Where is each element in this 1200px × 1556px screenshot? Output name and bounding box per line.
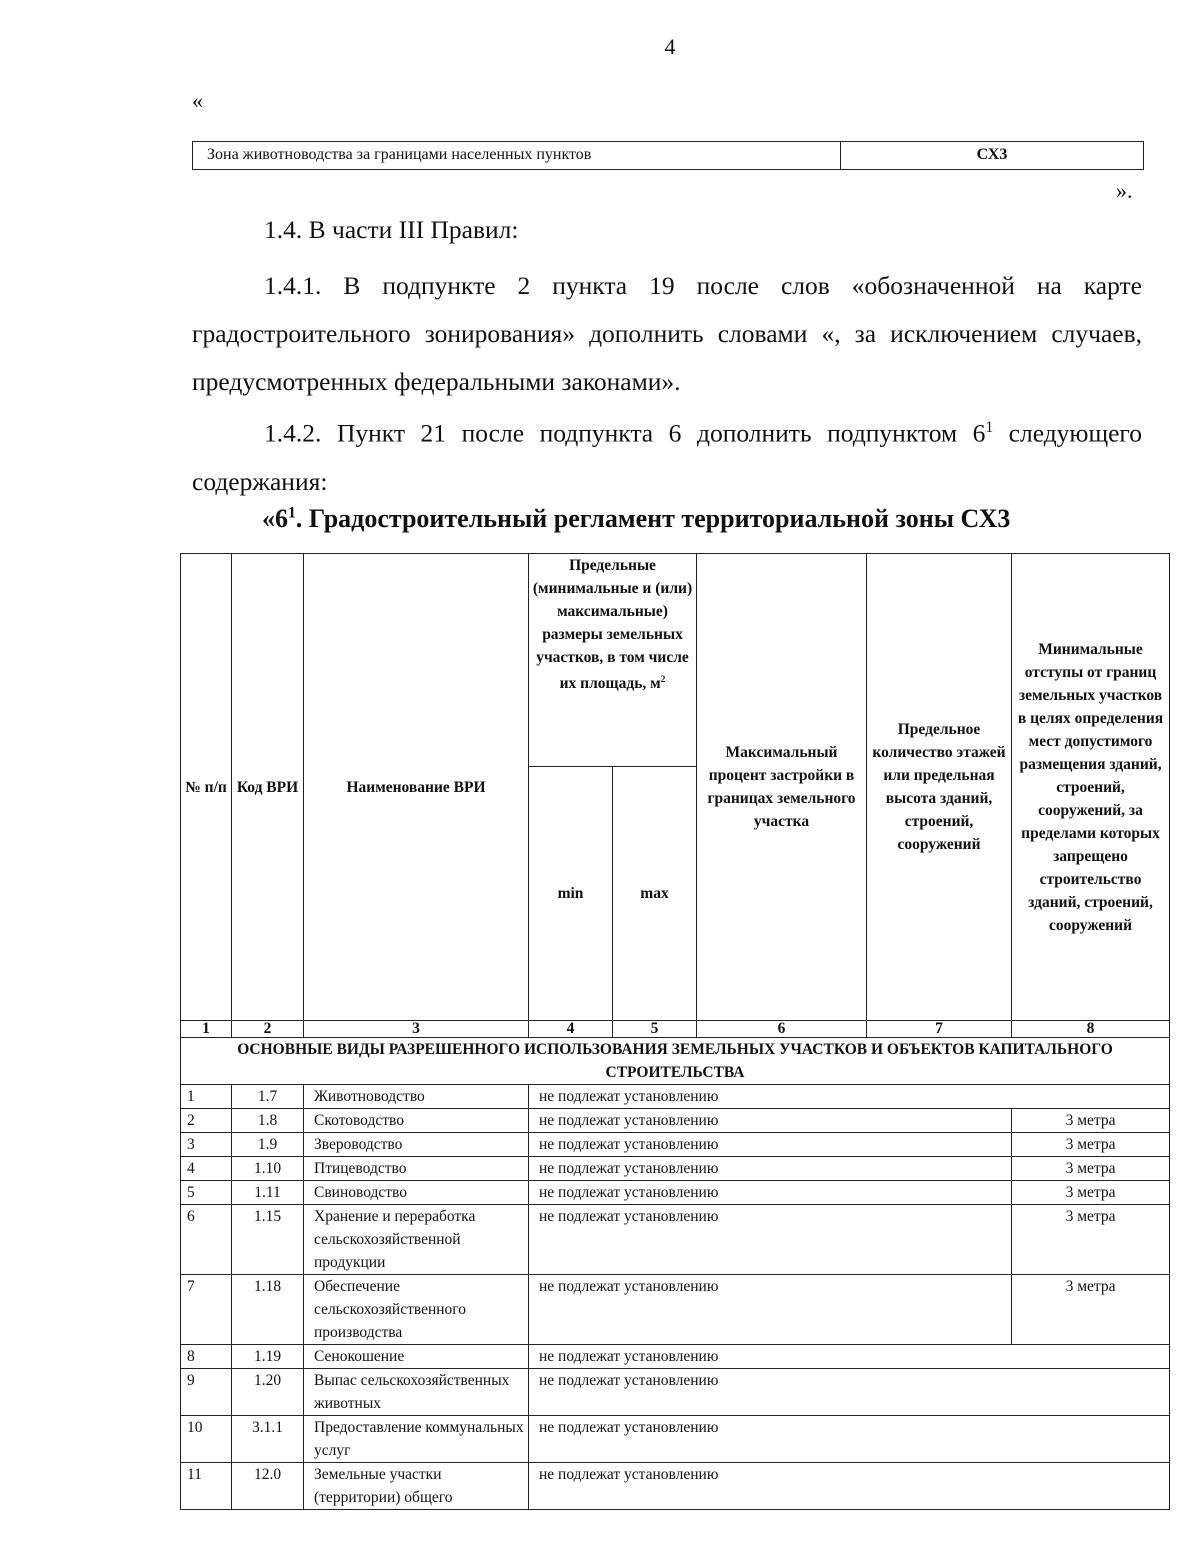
row-code: 1.9 (232, 1133, 304, 1157)
row-name: Птицеводство (304, 1157, 529, 1181)
header-name: Наименование ВРИ (304, 554, 529, 1021)
row-value: не подлежат установлению (529, 1463, 1170, 1510)
col-number: 6 (697, 1021, 867, 1038)
header-min: min (529, 767, 613, 1021)
header-code: Код ВРИ (232, 554, 304, 1021)
row-name: Сенокошение (304, 1345, 529, 1369)
row-number: 1 (181, 1085, 232, 1109)
row-number: 10 (181, 1416, 232, 1463)
zone-name: Зона животноводства за границами населенных пунктов (193, 142, 841, 169)
col-number: 3 (304, 1021, 529, 1038)
row-name: Животноводство (304, 1085, 529, 1109)
section-title: ОСНОВНЫЕ ВИДЫ РАЗРЕШЕННОГО ИСПОЛЬЗОВАНИЯ ЗЕМЕЛЬНЫХ УЧАСТКОВ И ОБЪЕКТОВ КАПИТАЛЬНОГО СТРОИТЕЛЬСТВА (181, 1038, 1170, 1085)
col-number: 5 (613, 1021, 697, 1038)
row-value: не подлежат установлению (529, 1085, 1170, 1109)
table-row (181, 1345, 1170, 1369)
heading-sup: 1 (288, 504, 296, 522)
row-number: 11 (181, 1463, 232, 1510)
row-offset: 3 метра (1012, 1109, 1170, 1133)
row-code: 3.1.1 (232, 1416, 304, 1463)
paragraph-1-4-2-sup: 1 (985, 419, 994, 436)
col-number: 2 (232, 1021, 304, 1038)
row-number: 6 (181, 1205, 232, 1275)
col-number: 4 (529, 1021, 613, 1038)
zone-table (192, 141, 1144, 170)
closing-quote: ». (1116, 178, 1133, 203)
row-offset: 3 метра (1012, 1133, 1170, 1157)
row-name: Выпас сельскохозяйственных животных (304, 1369, 529, 1416)
header-max: max (613, 767, 697, 1021)
column-number-row (181, 1021, 1170, 1038)
zone-code: СХ3 (976, 146, 1008, 163)
row-name: Обеспечение сельскохозяйственного производства (304, 1275, 529, 1345)
row-offset: 3 метра (1012, 1157, 1170, 1181)
paragraph-1-4-2-tail: следующего содержания: (192, 418, 1142, 496)
row-code: 1.19 (232, 1345, 304, 1369)
header-floors: Предельное количество этажей или предельная высота зданий, строений, сооружений (867, 554, 1012, 1021)
row-value: не подлежат установлению (529, 1205, 1012, 1275)
row-value: не подлежат установлению (529, 1416, 1170, 1463)
row-name: Предоставление коммунальных услуг (304, 1416, 529, 1463)
table-row (181, 1157, 1170, 1181)
row-value: не подлежат установлению (529, 1369, 1170, 1416)
heading-text: . Градостроительный регламент территориальной зоны СХ3 (295, 504, 1011, 533)
row-number: 7 (181, 1275, 232, 1345)
row-offset: 3 метра (1012, 1181, 1170, 1205)
row-offset: 3 метра (1012, 1205, 1170, 1275)
header-size-sup: 2 (660, 675, 666, 685)
row-code: 1.18 (232, 1275, 304, 1345)
row-code: 1.11 (232, 1181, 304, 1205)
row-number: 8 (181, 1345, 232, 1369)
table-row (181, 1085, 1170, 1109)
section-row (181, 1038, 1170, 1085)
row-name: Скотоводство (304, 1109, 529, 1133)
col-number: 8 (1012, 1021, 1170, 1038)
row-number: 5 (181, 1181, 232, 1205)
table-row (181, 1275, 1170, 1345)
header-size (529, 554, 697, 767)
paragraph-1-4-2-text: 1.4.2. Пункт 21 после подпункта 6 дополнить подпунктом 6 (264, 418, 986, 448)
row-name: Свиноводство (304, 1181, 529, 1205)
row-value: не подлежат установлению (529, 1133, 1012, 1157)
table-row (181, 1109, 1170, 1133)
header-size-text: Предельные (минимальные и (или) максимальные) размеры земельных участков, в том числе их площадь, м (532, 557, 693, 693)
paragraph-1-4: 1.4. В части III Правил: (264, 215, 519, 244)
row-number: 2 (181, 1109, 232, 1133)
row-offset: 3 метра (1012, 1275, 1170, 1345)
row-code: 1.20 (232, 1369, 304, 1416)
row-value: не подлежат установлению (529, 1109, 1012, 1133)
col-number: 1 (181, 1021, 232, 1038)
row-code: 12.0 (232, 1463, 304, 1510)
row-value: не подлежат установлению (529, 1345, 1170, 1369)
row-code: 1.15 (232, 1205, 304, 1275)
table-row (181, 1416, 1170, 1463)
row-number: 9 (181, 1369, 232, 1416)
table-row (181, 1369, 1170, 1416)
row-value: не подлежат установлению (529, 1275, 1012, 1345)
page-number: 4 (664, 34, 676, 59)
header-percent: Максимальный процент застройки в границах земельного участка (697, 554, 867, 1021)
col-number: 7 (867, 1021, 1012, 1038)
table-row (181, 1181, 1170, 1205)
row-value: не подлежат установлению (529, 1157, 1012, 1181)
table-row (181, 1205, 1170, 1275)
heading-prefix: «6 (262, 504, 288, 533)
row-value: не подлежат установлению (529, 1181, 1012, 1205)
row-number: 4 (181, 1157, 232, 1181)
table-row (181, 1133, 1170, 1157)
opening-quote: « (192, 88, 203, 113)
table-row (181, 1463, 1170, 1510)
row-code: 1.10 (232, 1157, 304, 1181)
row-number: 3 (181, 1133, 232, 1157)
regulation-heading (262, 504, 1010, 534)
row-name: Земельные участки (территории) общего (304, 1463, 529, 1510)
row-name: Звероводство (304, 1133, 529, 1157)
paragraph-1-4-1: 1.4.1. В подпункте 2 пункта 19 после слов «обозначенной на карте градостроительного зонирования» дополнить словами «, за исключением случаев, предусмотренных федеральными законами». (192, 271, 1142, 396)
header-no: № п/п (181, 554, 232, 1021)
row-code: 1.7 (232, 1085, 304, 1109)
regulation-table (180, 553, 1170, 1510)
row-name: Хранение и переработка сельскохозяйственной продукции (304, 1205, 529, 1275)
row-code: 1.8 (232, 1109, 304, 1133)
paragraph-1-4-2 (192, 404, 1142, 506)
header-offsets: Минимальные отступы от границ земельных участков в целях определения мест допустимого размещения зданий, строений, сооружений, за пределами которых запрещено строительство зданий, строений, сооружений (1012, 554, 1170, 1021)
